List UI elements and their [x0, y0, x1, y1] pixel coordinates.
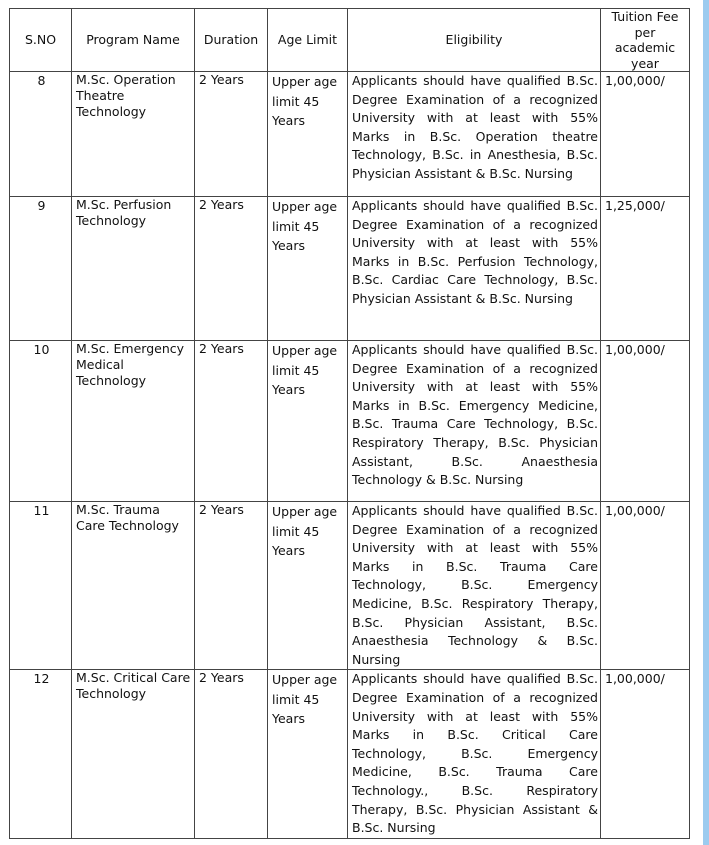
table-row [10, 670, 690, 838]
cell-tuition-fee: 1,00,000/ [601, 670, 690, 838]
cell-duration: 2 Years [195, 670, 268, 838]
header-tuition-fee: Tuition Fee per academic year [601, 9, 690, 72]
cell-sno: 9 [10, 197, 72, 341]
table-row [10, 502, 690, 670]
cell-eligibility: Applicants should have qualified B.Sc. Degree Examination of a recognized University with at least with 55% Marks in B.Sc. Emergency Medicine, B.Sc. Trauma Care Technology, B.Sc. Respiratory Therapy, B.Sc. Physician Assistant, B.Sc. Anaesthesia Technology & B.Sc. Nursing [348, 341, 601, 502]
cell-age-limit: Upper age limit 45 Years [268, 670, 348, 838]
cell-eligibility: Applicants should have qualified B.Sc. Degree Examination of a recognized University with at least with 55% Marks in B.Sc. Perfusion Technology, B.Sc. Cardiac Care Technology, B.Sc. Physician Assistant & B.Sc. Nursing [348, 197, 601, 341]
cell-eligibility: Applicants should have qualified B.Sc. Degree Examination of a recognized University with at least with 55% Marks in B.Sc. Critical Care Technology, B.Sc. Emergency Medicine, B.Sc. Trauma Care Technology., B.Sc. Respiratory Therapy, B.Sc. Physician Assistant & B.Sc. Nursing [348, 670, 601, 838]
cell-duration: 2 Years [195, 72, 268, 197]
cell-age-limit: Upper age limit 45 Years [268, 341, 348, 502]
cell-age-limit: Upper age limit 45 Years [268, 502, 348, 670]
cell-tuition-fee: 1,00,000/ [601, 72, 690, 197]
cell-eligibility: Applicants should have qualified B.Sc. Degree Examination of a recognized University with at least with 55% Marks in B.Sc. Operation theatre Technology, B.Sc. in Anesthesia, B.Sc. Physician Assistant & B.Sc. Nursing [348, 72, 601, 197]
cell-duration: 2 Years [195, 341, 268, 502]
cell-tuition-fee: 1,00,000/ [601, 341, 690, 502]
table-header-row [10, 9, 690, 72]
cell-tuition-fee: 1,25,000/ [601, 197, 690, 341]
header-age-limit: Age Limit [268, 9, 348, 72]
cell-sno: 11 [10, 502, 72, 670]
table-row [10, 197, 690, 341]
header-program-name: Program Name [72, 9, 195, 72]
cell-age-limit: Upper age limit 45 Years [268, 72, 348, 197]
table-row [10, 72, 690, 197]
cell-sno: 10 [10, 341, 72, 502]
header-duration: Duration [195, 9, 268, 72]
cell-duration: 2 Years [195, 197, 268, 341]
cell-program-name: M.Sc. Trauma Care Technology [72, 502, 195, 670]
cell-sno: 8 [10, 72, 72, 197]
cell-program-name: M.Sc. Perfusion Technology [72, 197, 195, 341]
cell-program-name: M.Sc. Emergency Medical Technology [72, 341, 195, 502]
header-eligibility: Eligibility [348, 9, 601, 72]
page-edge-bar [703, 0, 709, 845]
cell-age-limit: Upper age limit 45 Years [268, 197, 348, 341]
programs-table [9, 8, 690, 839]
cell-tuition-fee: 1,00,000/ [601, 502, 690, 670]
table-row [10, 341, 690, 502]
cell-sno: 12 [10, 670, 72, 838]
cell-program-name: M.Sc. Operation Theatre Technology [72, 72, 195, 197]
cell-eligibility: Applicants should have qualified B.Sc. Degree Examination of a recognized University with at least with 55% Marks in B.Sc. Trauma Care Technology, B.Sc. Emergency Medicine, B.Sc. Respiratory Therapy, B.Sc. Physician Assistant, B.Sc. Anaesthesia Technology & B.Sc. Nursing [348, 502, 601, 670]
cell-program-name: M.Sc. Critical Care Technology [72, 670, 195, 838]
cell-duration: 2 Years [195, 502, 268, 670]
header-sno: S.NO [10, 9, 72, 72]
